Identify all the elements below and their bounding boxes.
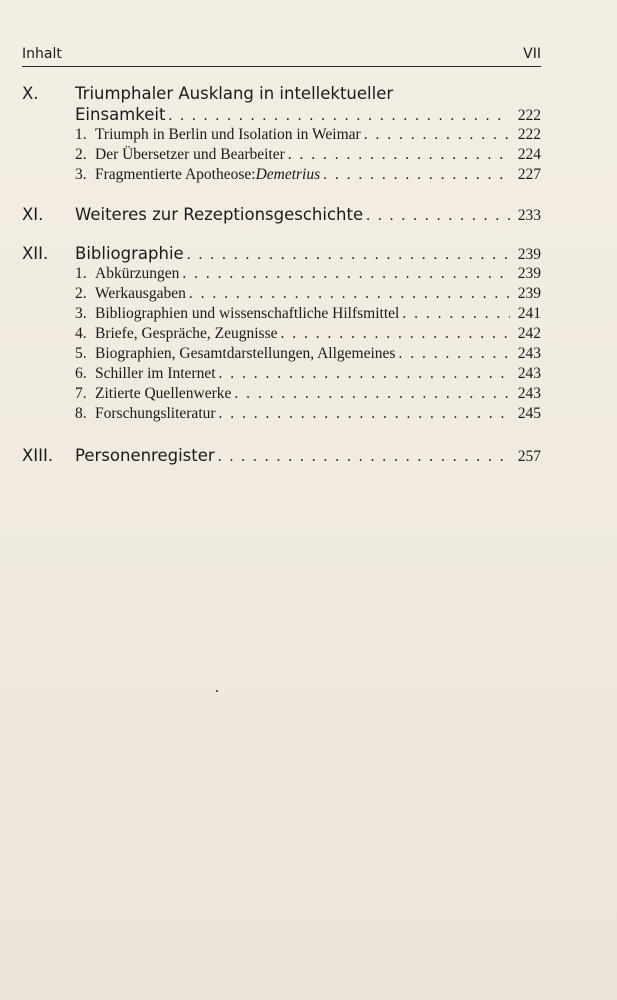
leader-dots <box>168 107 510 125</box>
page-number: 257 <box>517 448 541 465</box>
toc-entry <box>75 446 541 467</box>
chapter-title-line2: Einsamkeit <box>75 105 166 124</box>
toc-subentry <box>75 126 541 146</box>
toc-subentry <box>75 405 541 425</box>
header-page-number: VII <box>523 46 541 62</box>
toc-subentry <box>75 385 541 405</box>
leader-dots <box>398 345 510 363</box>
page-number: 243 <box>517 365 541 382</box>
subentry-number: 8. <box>75 405 87 422</box>
subentry-number: 2. <box>75 146 87 163</box>
subentry-number: 6. <box>75 365 87 382</box>
toc-subentry <box>75 305 541 325</box>
chapter-number: XII. <box>22 244 49 263</box>
leader-dots <box>218 448 510 466</box>
page-number: 224 <box>517 146 541 163</box>
leader-dots <box>366 207 510 225</box>
leader-dots <box>323 166 510 184</box>
subentry-number: 3. <box>75 305 87 322</box>
subentry-title-italic: Demetrius <box>255 166 321 183</box>
toc-subentry <box>75 265 541 285</box>
page-number: 239 <box>517 285 541 302</box>
page-number: 243 <box>517 385 541 402</box>
subentry-title: Triumph in Berlin und Isolation in Weimar <box>95 126 361 143</box>
subentry-number: 7. <box>75 385 87 402</box>
page-number: 243 <box>517 345 541 362</box>
page-number: 239 <box>517 265 541 282</box>
subentry-title: Abkürzungen <box>95 265 180 282</box>
page-number: 239 <box>517 246 541 263</box>
leader-dots <box>219 405 510 423</box>
toc-subentry <box>75 285 541 305</box>
chapter-title: Weiteres zur Rezeptionsgeschichte <box>75 205 364 224</box>
toc-subentry <box>75 166 541 186</box>
leader-dots <box>234 385 510 403</box>
subentry-title: Schiller im Internet <box>95 365 216 382</box>
header-section-title: Inhalt <box>22 46 62 62</box>
subentry-number: 5. <box>75 345 87 362</box>
subentry-title-prefix: Fragmentierte Apotheose: <box>95 166 256 183</box>
page-number: 227 <box>517 166 541 183</box>
paper-speck <box>216 690 218 692</box>
toc-subentry <box>75 146 541 166</box>
chapter-number: XI. <box>22 205 44 224</box>
page-number: 241 <box>517 305 541 322</box>
chapter-number: X. <box>22 84 39 103</box>
subentry-number: 4. <box>75 325 87 342</box>
leader-dots <box>187 246 510 264</box>
leader-dots <box>364 126 510 144</box>
subentry-title: Bibliographien und wissenschaftliche Hilfsmittel <box>95 305 400 322</box>
subentry-title: Biographien, Gesamtdarstellungen, Allgemeines <box>95 345 396 362</box>
subentry-number: 1. <box>75 265 87 282</box>
subentry-number: 2. <box>75 285 87 302</box>
toc-subentry <box>75 365 541 385</box>
leader-dots <box>189 285 510 303</box>
chapter-title: Personenregister <box>75 446 215 465</box>
leader-dots <box>402 305 510 323</box>
chapter-number: XIII. <box>22 446 54 465</box>
toc-subentry <box>75 325 541 345</box>
toc-entry <box>75 105 541 126</box>
subentry-title: Der Übersetzer und Bearbeiter <box>95 146 285 163</box>
leader-dots <box>280 325 510 343</box>
running-header <box>22 44 541 67</box>
chapter-title: Bibliographie <box>75 244 184 263</box>
page-number: 242 <box>517 325 541 342</box>
page-number: 222 <box>517 126 541 143</box>
leader-dots <box>182 265 510 283</box>
subentry-title: Forschungsliteratur <box>95 405 216 422</box>
page-number: 222 <box>517 107 541 124</box>
page-number: 233 <box>517 207 541 224</box>
subentry-title: Zitierte Quellenwerke <box>95 385 232 402</box>
leader-dots <box>288 146 510 164</box>
toc-entry <box>75 205 541 226</box>
page-number: 245 <box>517 405 541 422</box>
subentry-title: Werkausgaben <box>95 285 186 302</box>
chapter-title-line1: Triumphaler Ausklang in intellektueller <box>75 84 394 103</box>
leader-dots <box>219 365 510 383</box>
subentry-title: Briefe, Gespräche, Zeugnisse <box>95 325 278 342</box>
subentry-number: 1. <box>75 126 87 143</box>
toc-entry <box>75 244 541 265</box>
subentry-number: 3. <box>75 166 87 183</box>
toc-subentry <box>75 345 541 365</box>
